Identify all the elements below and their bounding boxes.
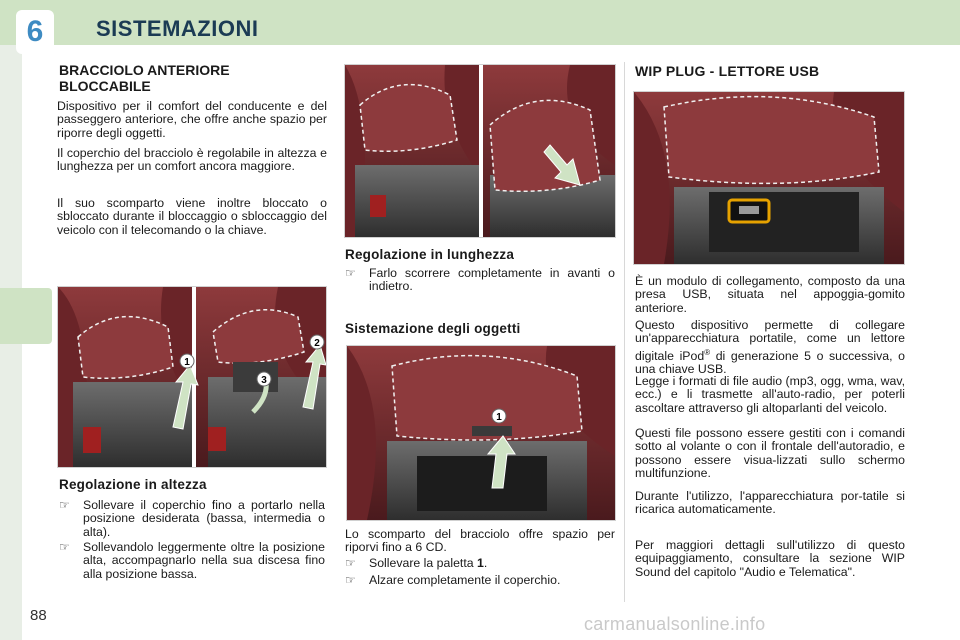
usb-details-text: Per maggiori dettagli sull'utilizzo di questo equipaggiamento, consultare la sezione WIP Sound del capitolo "Audio e Telematica". <box>635 538 905 579</box>
pointing-hand-icon: ☞ <box>59 540 70 554</box>
storage-item-1-text <box>345 557 615 570</box>
height-item-1 <box>59 499 325 539</box>
callout-1: 1 <box>496 412 502 423</box>
storage-item-1 <box>345 557 615 570</box>
storage-item-2 <box>345 574 615 587</box>
pointing-hand-icon: ☞ <box>345 556 356 570</box>
column-divider <box>624 62 625 602</box>
usb-heading: WIP PLUG - LETTORE USB <box>635 63 820 79</box>
height-item-2 <box>59 541 325 581</box>
armrest-adjustable-text: Il coperchio del bracciolo è regolabile in altezza e lunghezza per un comfort ancora maggiore. <box>57 146 327 174</box>
chapter-number: 6 <box>26 15 44 48</box>
page-number: 88 <box>30 607 47 624</box>
armrest-storage-photo <box>346 345 616 521</box>
armrest-locking-text: Il suo scomparto viene inoltre bloccato o sbloccato durante il bloccaggio o sbloccaggio del veicolo con il telecomando o la chiave. <box>57 196 327 237</box>
length-item-1-text: Farlo scorrere completamente in avanti o indietro. <box>369 266 615 294</box>
height-item-1-text: Sollevare il coperchio fino a portarlo nella posizione desiderata (bassa, intermedia o alta). <box>83 498 325 539</box>
usb-controls-text: Questi file possono essere gestiti con i comandi sotto al volante o con il frontale dell'autoradio, e possono essere visua-lizzati sullo schermo multifunzione. <box>635 426 905 481</box>
pointing-hand-icon: ☞ <box>345 266 356 280</box>
armrest-length-photo <box>344 64 616 238</box>
pointing-hand-icon: ☞ <box>59 498 70 512</box>
usb-device-text <box>635 319 905 377</box>
callout-2: 2 <box>314 338 320 349</box>
chapter-tab <box>0 288 52 344</box>
usb-photo <box>633 91 905 265</box>
armrest-description: Dispositivo per il comfort del conducente e del passeggero anteriore, che offre anche spazio per riporre degli oggetti. <box>57 99 327 140</box>
armrest-height-photo <box>57 286 327 468</box>
heading-line-2: BLOCCABILE <box>59 78 151 94</box>
usb-intro: È un modulo di collegamento, composto da una presa USB, situata nel appoggia-gomito anteriore. <box>635 274 905 315</box>
registered-mark: ® <box>704 347 711 357</box>
height-heading: Regolazione in altezza <box>59 477 207 492</box>
storage-heading: Sistemazione degli oggetti <box>345 321 521 336</box>
section-heading-armrest <box>59 62 329 94</box>
storage-text: Lo scomparto del bracciolo offre spazio per riporvi fino a 6 CD. <box>345 527 615 555</box>
pointing-hand-icon: ☞ <box>345 573 356 587</box>
callout-3: 3 <box>261 375 267 386</box>
usb-device-text-a: Questo dispositivo permette di collegare un'apparecchiatura portatile, come un lettore digitale iPod <box>635 318 905 363</box>
storage-item-1-end: . <box>483 556 488 570</box>
storage-item-1-bold: 1 <box>477 556 484 570</box>
length-item-1 <box>345 267 615 294</box>
usb-formats-text: Legge i formati di file audio (mp3, ogg, wma, wav, ecc.) e li trasmette all'auto-radio, per poterli ascoltare attraverso gli altoparlanti del veicolo. <box>635 374 905 415</box>
height-item-2-text: Sollevandolo leggermente oltre la posizione alta, accompagnarlo nella sua discesa fino alla posizione bassa. <box>83 540 325 581</box>
callout-1: 1 <box>184 357 190 368</box>
usb-charging-text: Durante l'utilizzo, l'apparecchiatura por-tatile si ricarica automaticamente. <box>635 489 905 517</box>
storage-item-1-main: Sollevare la paletta <box>369 556 478 570</box>
usb-device-text-b: di generazione 5 o successiva, o una chiave USB. <box>635 348 905 377</box>
length-heading: Regolazione in lunghezza <box>345 247 515 262</box>
watermark: carmanualsonline.info <box>584 614 766 634</box>
heading-line-1: BRACCIOLO ANTERIORE <box>59 62 230 78</box>
page-title: SISTEMAZIONI <box>96 16 259 41</box>
storage-item-2-text: Alzare completamente il coperchio. <box>369 573 561 587</box>
